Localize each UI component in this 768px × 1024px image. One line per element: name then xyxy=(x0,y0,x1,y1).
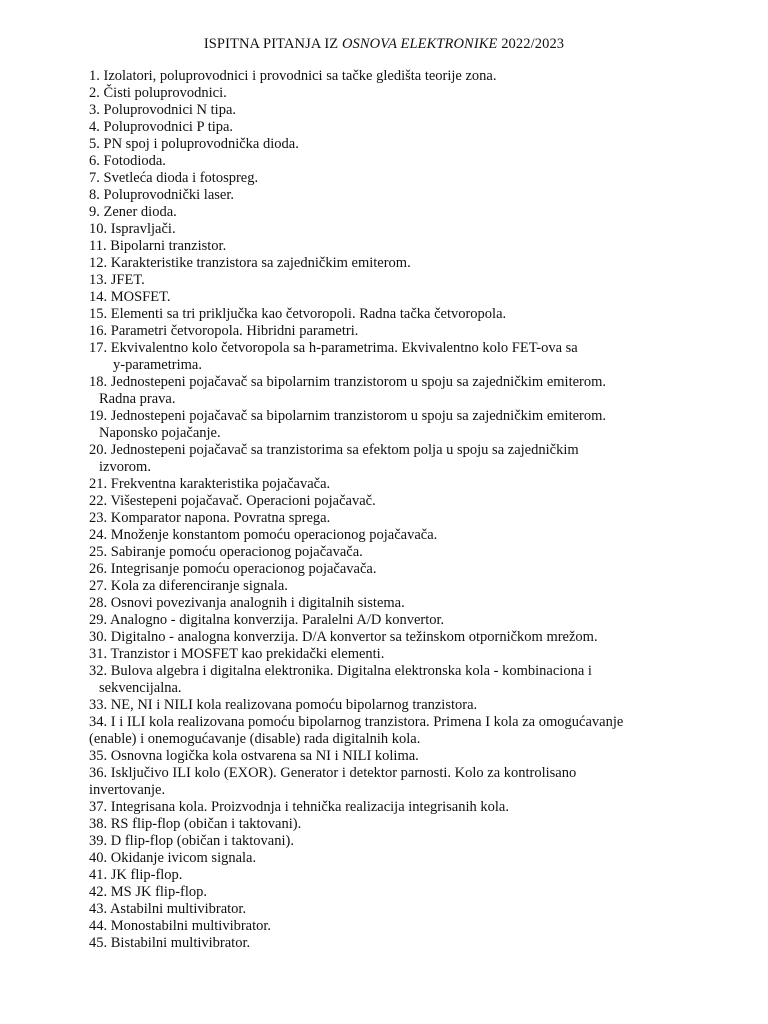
question-text: 22. Višestepeni pojačavač. Operacioni pojačavač. xyxy=(89,493,376,509)
question-item xyxy=(89,221,689,238)
question-text-continuation: invertovanje. xyxy=(89,782,166,798)
question-item xyxy=(89,578,689,595)
question-text: 31. Tranzistor i MOSFET kao prekidački elementi. xyxy=(89,646,385,662)
question-item xyxy=(89,323,689,340)
question-text: 34. I i ILI kola realizovana pomoću bipolarnog tranzistora. Primena I kola za omogućavanje xyxy=(89,714,624,730)
question-item xyxy=(89,714,689,748)
question-item xyxy=(89,935,689,952)
question-item xyxy=(89,867,689,884)
question-text: 28. Osnovi povezivanja analognih i digitalnih sistema. xyxy=(89,595,405,611)
question-text: 13. JFET. xyxy=(89,272,145,288)
question-text: 8. Poluprovodnički laser. xyxy=(89,187,234,203)
question-text: 32. Bulova algebra i digitalna elektronika. Digitalna elektronska kola - kombinaciona i xyxy=(89,663,592,679)
question-text: 18. Jednostepeni pojačavač sa bipolarnim tranzistorom u spoju sa zajedničkim emiterom. xyxy=(89,374,607,390)
question-item xyxy=(89,119,689,136)
question-item xyxy=(89,289,689,306)
question-text: 20. Jednostepeni pojačavač sa tranzistorima sa efektom polja u spoju sa zajedničkim xyxy=(89,442,579,458)
title-prefix: ISPITNA PITANJA IZ xyxy=(203,36,342,52)
question-item xyxy=(89,238,689,255)
question-text: 6. Fotodioda. xyxy=(89,153,166,169)
question-item xyxy=(89,136,689,153)
exam-question-list xyxy=(89,68,689,952)
question-text: 17. Ekvivalentno kolo četvoropola sa h-parametrima. Ekvivalentno kolo FET-ova sa xyxy=(89,340,578,356)
question-text: 10. Ispravljači. xyxy=(89,221,176,237)
question-item xyxy=(89,799,689,816)
question-item xyxy=(89,85,689,102)
question-item xyxy=(89,408,689,442)
question-text-continuation: y-parametrima. xyxy=(113,357,202,373)
question-text: 42. MS JK flip-flop. xyxy=(89,884,208,900)
question-item xyxy=(89,765,689,799)
page-title xyxy=(0,36,768,53)
question-text: 23. Komparator napona. Povratna sprega. xyxy=(89,510,331,526)
question-item xyxy=(89,187,689,204)
question-text: 30. Digitalno - analogna konverzija. D/A konvertor sa težinskom otporničkom mrežom. xyxy=(89,629,598,645)
question-text: 4. Poluprovodnici P tipa. xyxy=(89,119,234,135)
question-text: 37. Integrisana kola. Proizvodnja i tehnička realizacija integrisanih kola. xyxy=(89,799,509,815)
question-item xyxy=(89,306,689,323)
question-text-continuation: Naponsko pojačanje. xyxy=(99,425,221,441)
question-text: 1. Izolatori, poluprovodnici i provodnici sa tačke gledišta teorije zona. xyxy=(89,68,497,84)
question-text: 24. Množenje konstantom pomoću operacionog pojačavača. xyxy=(89,527,438,543)
question-item xyxy=(89,340,689,374)
question-text: 21. Frekventna karakteristika pojačavača. xyxy=(89,476,331,492)
question-item xyxy=(89,595,689,612)
question-text: 45. Bistabilni multivibrator. xyxy=(89,935,251,951)
question-item xyxy=(89,663,689,697)
question-item xyxy=(89,629,689,646)
question-item xyxy=(89,697,689,714)
question-text: 19. Jednostepeni pojačavač sa bipolarnim tranzistorom u spoju sa zajedničkim emiterom. xyxy=(89,408,607,424)
question-item xyxy=(89,102,689,119)
question-text: 14. MOSFET. xyxy=(89,289,171,305)
question-text: 27. Kola za diferenciranje signala. xyxy=(89,578,288,594)
question-item xyxy=(89,527,689,544)
question-text: 5. PN spoj i poluprovodnička dioda. xyxy=(89,136,299,152)
question-text: 2. Čisti poluprovodnici. xyxy=(89,85,227,101)
question-text: 39. D flip-flop (običan i taktovani). xyxy=(89,833,294,849)
question-text: 38. RS flip-flop (običan i taktovani). xyxy=(89,816,302,832)
question-item xyxy=(89,884,689,901)
question-item xyxy=(89,833,689,850)
question-text: 29. Analogno - digitalna konverzija. Paralelni A/D konvertor. xyxy=(89,612,445,628)
question-text: 7. Svetleća dioda i fotospreg. xyxy=(89,170,259,186)
question-item xyxy=(89,850,689,867)
question-item xyxy=(89,153,689,170)
question-item xyxy=(89,493,689,510)
question-item xyxy=(89,255,689,272)
question-item xyxy=(89,272,689,289)
question-text: 40. Okidanje ivicom signala. xyxy=(89,850,257,866)
question-item xyxy=(89,816,689,833)
question-item xyxy=(89,170,689,187)
question-text: 41. JK flip-flop. xyxy=(89,867,183,883)
question-item xyxy=(89,476,689,493)
question-text-continuation: (enable) i onemogućavanje (disable) rada digitalnih kola. xyxy=(89,731,421,747)
question-text: 36. Isključivo ILI kolo (EXOR). Generator i detektor parnosti. Kolo za kontrolisano xyxy=(89,765,577,781)
question-text: 33. NE, NI i NILI kola realizovana pomoću bipolarnog tranzistora. xyxy=(89,697,478,713)
question-text: 35. Osnovna logička kola ostvarena sa NI i NILI kolima. xyxy=(89,748,419,764)
question-item xyxy=(89,901,689,918)
question-text: 15. Elementi sa tri priključka kao četvoropoli. Radna tačka četvoropola. xyxy=(89,306,507,322)
question-text-continuation: Radna prava. xyxy=(99,391,176,407)
question-item xyxy=(89,374,689,408)
question-text-continuation: sekvencijalna. xyxy=(99,680,182,696)
question-text: 16. Parametri četvoropola. Hibridni parametri. xyxy=(89,323,359,339)
question-text: 43. Astabilni multivibrator. xyxy=(89,901,247,917)
question-text: 26. Integrisanje pomoću operacionog pojačavača. xyxy=(89,561,377,577)
question-item xyxy=(89,918,689,935)
question-text: 44. Monostabilni multivibrator. xyxy=(89,918,272,934)
title-year: 2022/2023 xyxy=(497,36,565,52)
question-item xyxy=(89,442,689,476)
question-item xyxy=(89,561,689,578)
question-item xyxy=(89,68,689,85)
question-item xyxy=(89,510,689,527)
question-item xyxy=(89,612,689,629)
question-text: 12. Karakteristike tranzistora sa zajedničkim emiterom. xyxy=(89,255,411,271)
question-item xyxy=(89,646,689,663)
question-text: 11. Bipolarni tranzistor. xyxy=(89,238,227,254)
question-item xyxy=(89,204,689,221)
question-text: 3. Poluprovodnici N tipa. xyxy=(89,102,237,118)
title-course-name: OSNOVA ELEKTRONIKE xyxy=(341,36,498,52)
question-item xyxy=(89,748,689,765)
question-text: 25. Sabiranje pomoću operacionog pojačavača. xyxy=(89,544,363,560)
question-item xyxy=(89,544,689,561)
question-text: 9. Zener dioda. xyxy=(89,204,177,220)
question-text-continuation: izvorom. xyxy=(99,459,151,475)
